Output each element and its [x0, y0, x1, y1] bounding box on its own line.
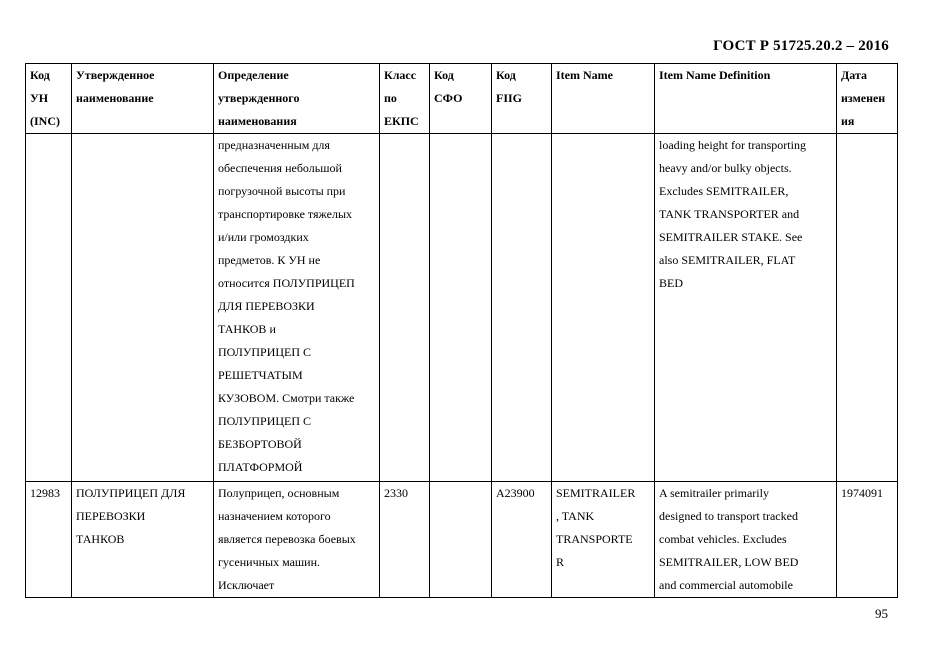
cell-inc: 12983 [26, 482, 72, 598]
cell-text-line: является перевозка боевых [218, 532, 356, 546]
page-number: 95 [875, 606, 888, 621]
standard-designation: ГОСТ Р 51725.20.2 – 2016 [713, 38, 889, 54]
cell-text-line: also SEMITRAILER, FLAT [659, 253, 796, 267]
cell-text-line: R [556, 555, 565, 569]
cell-text-line: ТАНКОВ и [218, 322, 276, 336]
cell-text-line: combat vehicles. Excludes [659, 532, 787, 546]
cell-approved-name [72, 482, 214, 598]
header-definition-ru [214, 64, 380, 134]
cell-text-line: FIIG [496, 91, 523, 105]
cell-text-line: ПОЛУПРИЦЕП С [218, 414, 312, 428]
cell-text-line: погрузочной высоты при [218, 184, 346, 198]
cell-text-line: Исключает [218, 578, 275, 592]
cell-item-name-definition [655, 482, 837, 598]
cell-text-line: предметов. К УН не [218, 253, 321, 267]
cell-fiig-code: A23900 [492, 482, 552, 598]
cell-text-line: по [384, 91, 397, 105]
cell-text-line: Item Name [556, 68, 613, 82]
cell-text-line: назначением которого [218, 509, 331, 523]
table-row [26, 482, 898, 598]
cell-text-line: изменен [841, 91, 886, 105]
cell-text-line: транспортировке тяжелых [218, 207, 353, 221]
cell-item-name-definition [655, 134, 837, 482]
header-approved-name [72, 64, 214, 134]
cell-text-line: утвержденного [218, 91, 300, 105]
cell-text-line: TRANSPORTE [556, 532, 633, 546]
cell-text-line: Определение [218, 68, 289, 82]
cell-sfo-code [430, 134, 492, 482]
cell-text-line: СФО [434, 91, 463, 105]
table-row [26, 134, 898, 482]
cell-text-line: Класс [384, 68, 417, 82]
header-ekps-class [380, 64, 430, 134]
cell-text-line: ПОЛУПРИЦЕП ДЛЯ [76, 486, 186, 500]
cell-text-line: Код [434, 68, 454, 82]
cell-change-date: 1974091 [837, 482, 898, 598]
cell-text-line: ПЕРЕВОЗКИ [76, 509, 146, 523]
header-fiig-code [492, 64, 552, 134]
cell-text-line: обеспечения небольшой [218, 161, 342, 175]
cell-text-line: предназначенным для [218, 138, 330, 152]
cell-text-line: относится ПОЛУПРИЦЕП [218, 276, 355, 290]
cell-text-line: loading height for transporting [659, 138, 806, 152]
cell-text-line: БЕЗБОРТОВОЙ [218, 437, 302, 451]
cell-text-line: and commercial automobile [659, 578, 793, 592]
cell-text-line: наименования [218, 114, 297, 128]
cell-text-line: гусеничных машин. [218, 555, 321, 569]
header-sfo-code [430, 64, 492, 134]
items-table [25, 63, 898, 598]
cell-text-line: heavy and/or bulky objects. [659, 161, 792, 175]
cell-text-line: ЕКПС [384, 114, 419, 128]
cell-text-line: BED [659, 276, 683, 290]
cell-text-line: РЕШЕТЧАТЫМ [218, 368, 303, 382]
table-header-row [26, 64, 898, 134]
cell-text-line: , TANK [556, 509, 595, 523]
header-inc [26, 64, 72, 134]
cell-text-line: ПОЛУПРИЦЕП С [218, 345, 312, 359]
cell-item-name [552, 134, 655, 482]
cell-ekps-class [380, 134, 430, 482]
cell-fiig-code [492, 134, 552, 482]
cell-text-line: ТАНКОВ [76, 532, 125, 546]
cell-text-line: A semitrailer primarily [659, 486, 769, 500]
cell-text-line: ДЛЯ ПЕРЕВОЗКИ [218, 299, 315, 313]
cell-text-line: наименование [76, 91, 154, 105]
cell-definition-ru [214, 482, 380, 598]
cell-text-line: Утвержденное [76, 68, 155, 82]
cell-sfo-code [430, 482, 492, 598]
cell-definition-ru [214, 134, 380, 482]
cell-text-line: (INC) [30, 114, 60, 128]
cell-text-line: и/или громоздких [218, 230, 309, 244]
cell-text-line: Item Name Definition [659, 68, 771, 82]
cell-text-line: Excludes SEMITRAILER, [659, 184, 789, 198]
cell-text-line: TANK TRANSPORTER and [659, 207, 800, 221]
cell-text-line: designed to transport tracked [659, 509, 798, 523]
header-change-date [837, 64, 898, 134]
cell-text-line: Дата [841, 68, 867, 82]
cell-text-line: SEMITRAILER [556, 486, 636, 500]
cell-text-line: SEMITRAILER STAKE. See [659, 230, 803, 244]
cell-text-line: ПЛАТФОРМОЙ [218, 460, 303, 474]
cell-text-line: КУЗОВОМ. Смотри также [218, 391, 355, 405]
cell-text-line: Код [30, 68, 50, 82]
header-item-name [552, 64, 655, 134]
cell-item-name [552, 482, 655, 598]
header-item-name-definition [655, 64, 837, 134]
cell-inc [26, 134, 72, 482]
cell-text-line: Полуприцеп, основным [218, 486, 340, 500]
cell-text-line: Код [496, 68, 516, 82]
cell-approved-name [72, 134, 214, 482]
cell-text-line: SEMITRAILER, LOW BED [659, 555, 799, 569]
cell-change-date [837, 134, 898, 482]
cell-text-line: УН [30, 91, 49, 105]
cell-ekps-class: 2330 [380, 482, 430, 598]
cell-text-line: ия [841, 114, 855, 128]
